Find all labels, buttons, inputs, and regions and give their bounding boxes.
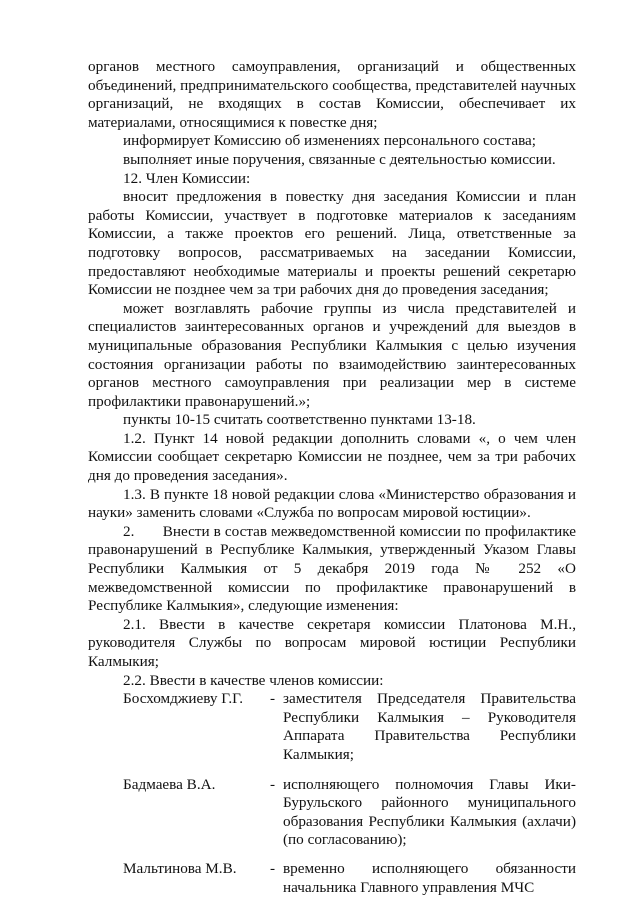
document-page — [88, 58, 576, 897]
member-dash: - — [270, 859, 276, 877]
paragraph-item-2-1: 2.1. Ввести в качестве секретаря комиссии Платонова М.Н., руководителя Службы по вопросам мировой юстиции Республики Калмыкия; — [88, 615, 576, 670]
paragraph-item-12-heading: 12. Член Комиссии: — [123, 169, 251, 187]
paragraph-renumbering: пункты 10-15 считать соответственно пунктами 13-18. — [123, 411, 476, 429]
member-name: Босхомджиеву Г.Г. — [123, 690, 244, 708]
member-position: заместителя Председателя Правительства Республики Калмыкия – Руководителя Аппарата Правительства Республики Калмыкия; — [283, 690, 576, 763]
member-row-2 — [88, 776, 576, 850]
member-row-1 — [88, 690, 576, 764]
member-name: Мальтинова М.В. — [123, 859, 237, 877]
member-row-3 — [88, 860, 576, 897]
paragraph-other-tasks: выполняет иные поручения, связанные с деятельностью комиссии. — [123, 150, 556, 168]
member-dash: - — [270, 690, 276, 708]
paragraph-item-2-2: 2.2. Ввести в качестве членов комиссии: — [123, 671, 384, 689]
paragraph-member-proposals: вносит предложения в повестку дня заседания Комиссии и план работы Комиссии, участвует в подготовке материалов к заседаниям Комиссии, а также проектов его решений. Лица, ответственные за подготовку вопросов, рассматриваемых на заседании Комиссии, предоставляют необходимые материалы и проекты решений секретарю Комиссии не позднее чем за три рабочих дня до проведения заседания; — [88, 188, 576, 299]
member-dash: - — [270, 775, 276, 793]
paragraph-working-groups: может возглавлять рабочие группы из числа представителей и специалистов заинтересованных органов и учреждений для выездов в муниципальные образования Республики Калмыкия с целью изучения состояния организации работы по взаимодействию заинтересованных органов местного самоуправления при реализации мер в системе профилактики правонарушений.»; — [88, 299, 576, 410]
paragraph-secretary-duties-end: органов местного самоуправления, организаций и общественных объединений, предпринимательского сообщества, представителей научных организаций, не входящих в состав Комиссии, обеспечивает их материалами, относящимися к повестке дня; — [88, 58, 576, 131]
member-position: временно исполняющего обязанности начальника Главного управления МЧС — [283, 859, 576, 896]
paragraph-item-2: 2. Внести в состав межведомственной комиссии по профилактике правонарушений в Республике Калмыкия, утвержденный Указом Главы Республики Калмыкия от 5 декабря 2019 года № 252 «О межведомственной комиссии по профилактике правонарушений в Республике Калмыкия», следующие изменения: — [88, 522, 576, 615]
paragraph-item-1-3: 1.3. В пункте 18 новой редакции слова «Министерство образования и науки» заменить словами «Служба по вопросам мировой юстиции». — [88, 485, 576, 522]
member-position: исполняющего полномочия Главы Ики-Бурульского районного муниципального образования Республики Калмыкия (ахлачи) (по согласованию); — [283, 775, 576, 849]
members-list — [88, 690, 576, 897]
paragraph-informs-commission: информирует Комиссию об изменениях персонального состава; — [123, 132, 537, 150]
member-name: Бадмаева В.А. — [123, 775, 216, 793]
paragraph-item-1-2: 1.2. Пункт 14 новой редакции дополнить словами «, о чем член Комиссии сообщает секретарю Комиссии не позднее, чем за три рабочих дня до проведения заседания». — [88, 429, 576, 485]
